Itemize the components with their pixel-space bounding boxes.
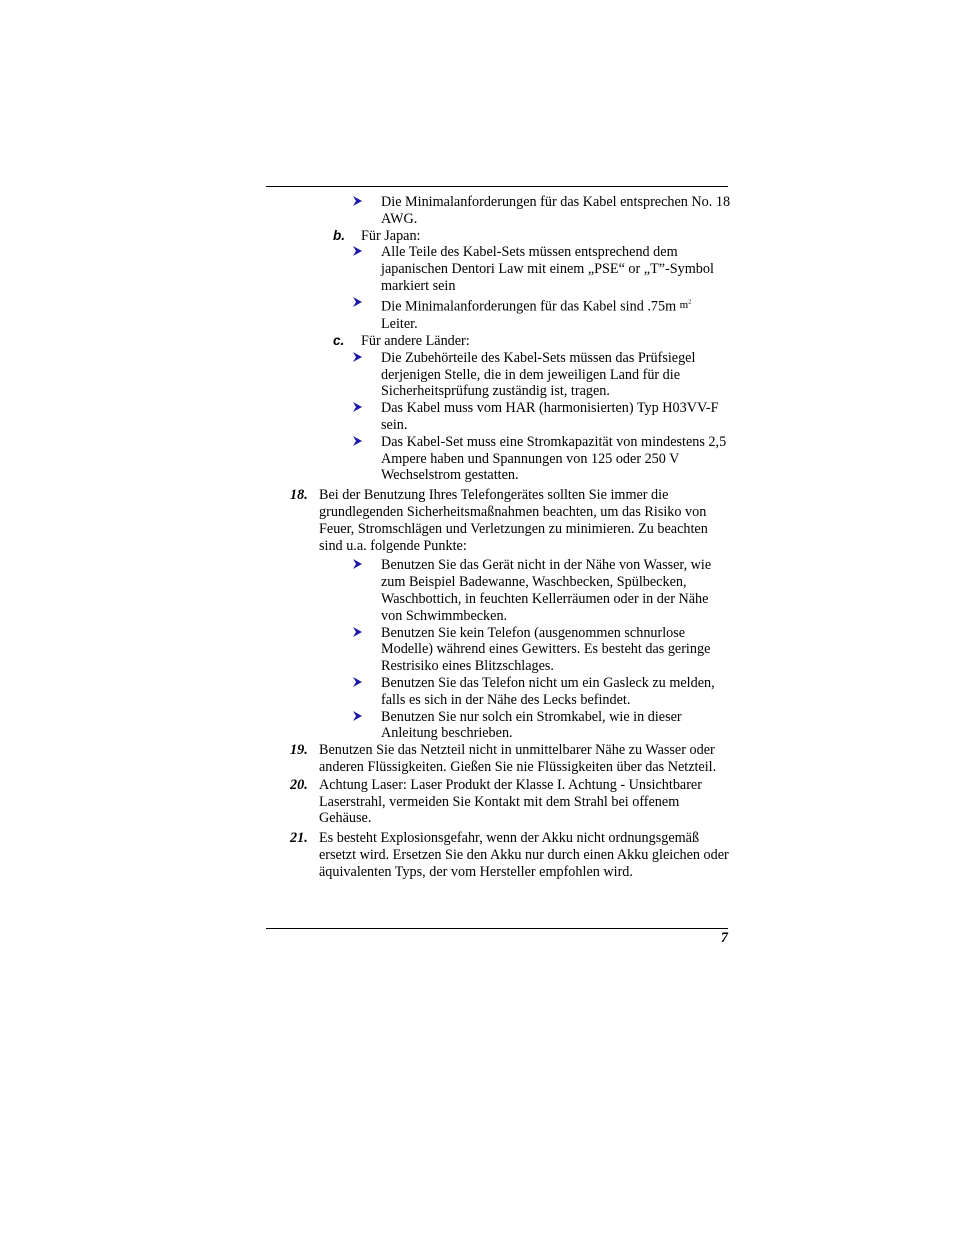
- item-text: Es besteht Explosionsgefahr, wenn der Akku nicht ordnungsgemäß ersetzt wird. Ersetzen Sie den Akku nur durch einen Akku gleichen oder äquivalenten Typs, der vom Hersteller empfohlen wird.: [319, 830, 729, 880]
- bullet-text: Benutzen Sie das Telefon nicht um ein Gasleck zu melden, falls es sich in der Nähe des Lecks befindet.: [381, 674, 715, 708]
- square-unit: [680, 299, 692, 311]
- list-item: [266, 434, 731, 484]
- subsection-other-countries: [266, 333, 736, 350]
- numbered-item-19: [266, 742, 729, 776]
- numbered-item-20: [266, 777, 729, 827]
- subsection-japan: [266, 228, 736, 245]
- list-item: [266, 194, 731, 228]
- arrowhead-bullet-icon: [352, 401, 363, 413]
- arrowhead-bullet-icon: [352, 558, 363, 570]
- list-item: [266, 350, 731, 400]
- subsection-title: Für Japan:: [361, 227, 421, 244]
- item-text: Achtung Laser: Laser Produkt der Klasse I. Achtung - Unsichtbarer Laserstrahl, vermeiden Sie Kontakt mit dem Strahl bei offenem Gehäuse.: [319, 776, 702, 827]
- arrowhead-bullet-icon: [352, 245, 363, 257]
- arrowhead-bullet-icon: [352, 710, 363, 722]
- bullet-text: Die Zubehörteile des Kabel-Sets müssen das Prüfsiegel derjenigen Stelle, die in dem jeweiligen Land für die Sicherheitsprüfung zuständig ist, tragen.: [381, 349, 696, 400]
- arrowhead-bullet-icon: [352, 676, 363, 688]
- numbered-item-21: [266, 830, 729, 880]
- bullet-text: Das Kabel muss vom HAR (harmonisierten) Typ H03VV-F sein.: [381, 400, 719, 434]
- bullet-text: Die Minimalanforderungen für das Kabel sind .75m: [381, 298, 677, 315]
- header-rule: [266, 186, 728, 187]
- item-number: 20.: [290, 776, 308, 793]
- unit-symbol: m: [679, 299, 689, 312]
- arrowhead-bullet-icon: [352, 195, 363, 207]
- arrowhead-bullet-icon: [352, 626, 363, 638]
- arrowhead-bullet-icon: [352, 296, 363, 308]
- list-item: [266, 675, 731, 709]
- bullet-text: Alle Teile des Kabel-Sets müssen entsprechend dem japanischen Dentori Law mit einem „PSE“ or „T”-Symbol markiert sein: [381, 244, 714, 294]
- item-text: Benutzen Sie das Netzteil nicht in unmittelbarer Nähe zu Wasser oder anderen Flüssigkeiten. Gießen Sie nie Flüssigkeiten über das Netzteil.: [319, 742, 717, 775]
- list-item: [266, 625, 731, 675]
- item-number: 21.: [290, 830, 308, 847]
- subsection-title: Für andere Länder:: [361, 333, 470, 350]
- page-number: 7: [720, 930, 728, 946]
- arrowhead-bullet-icon: [352, 351, 363, 363]
- bullet-text: Benutzen Sie kein Telefon (ausgenommen schnurlose Modelle) während eines Gewitters. Es besteht das geringe Restrisiko eines Blitzschlages.: [381, 624, 711, 675]
- subsection-letter: b.: [333, 227, 345, 243]
- footer-rule: [266, 928, 728, 929]
- arrowhead-bullet-icon: [352, 435, 363, 447]
- item-number: 19.: [290, 742, 308, 759]
- item-number: 18.: [290, 487, 308, 504]
- bullet-text: Benutzen Sie nur solch ein Stromkabel, wie in dieser Anleitung beschrieben.: [381, 708, 682, 742]
- item-text: Bei der Benutzung Ihres Telefongerätes sollten Sie immer die grundlegenden Sicherheitsmaßnahmen beachten, um das Risiko von Feuer, Stromschlägen und Verletzungen zu minimieren. Zu beachten sind u.a. folgende Punkte:: [319, 487, 708, 554]
- list-item: [266, 244, 731, 294]
- unit-exponent: 2: [688, 299, 692, 306]
- bullet-text-continued: Leiter.: [381, 316, 418, 333]
- bullet-text: Das Kabel-Set muss eine Stromkapazität von mindestens 2,5 Ampere haben und Spannungen von 125 oder 250 V Wechselstrom gestatten.: [381, 433, 727, 484]
- list-item: [266, 295, 731, 333]
- bullet-text: Die Minimalanforderungen für das Kabel entsprechen No. 18 AWG.: [381, 194, 731, 227]
- page-content: [266, 194, 736, 881]
- list-item: [266, 709, 731, 743]
- list-item: [266, 400, 731, 434]
- list-item: [266, 557, 731, 624]
- subsection-letter: c.: [333, 333, 345, 349]
- bullet-text: Benutzen Sie das Gerät nicht in der Nähe von Wasser, wie zum Beispiel Badewanne, Waschbecken, Spülbecken, Waschbottich, in feuchten Kellerräumen oder in der Nähe von Schwimmbecken.: [381, 557, 712, 624]
- numbered-item-18: [266, 487, 729, 554]
